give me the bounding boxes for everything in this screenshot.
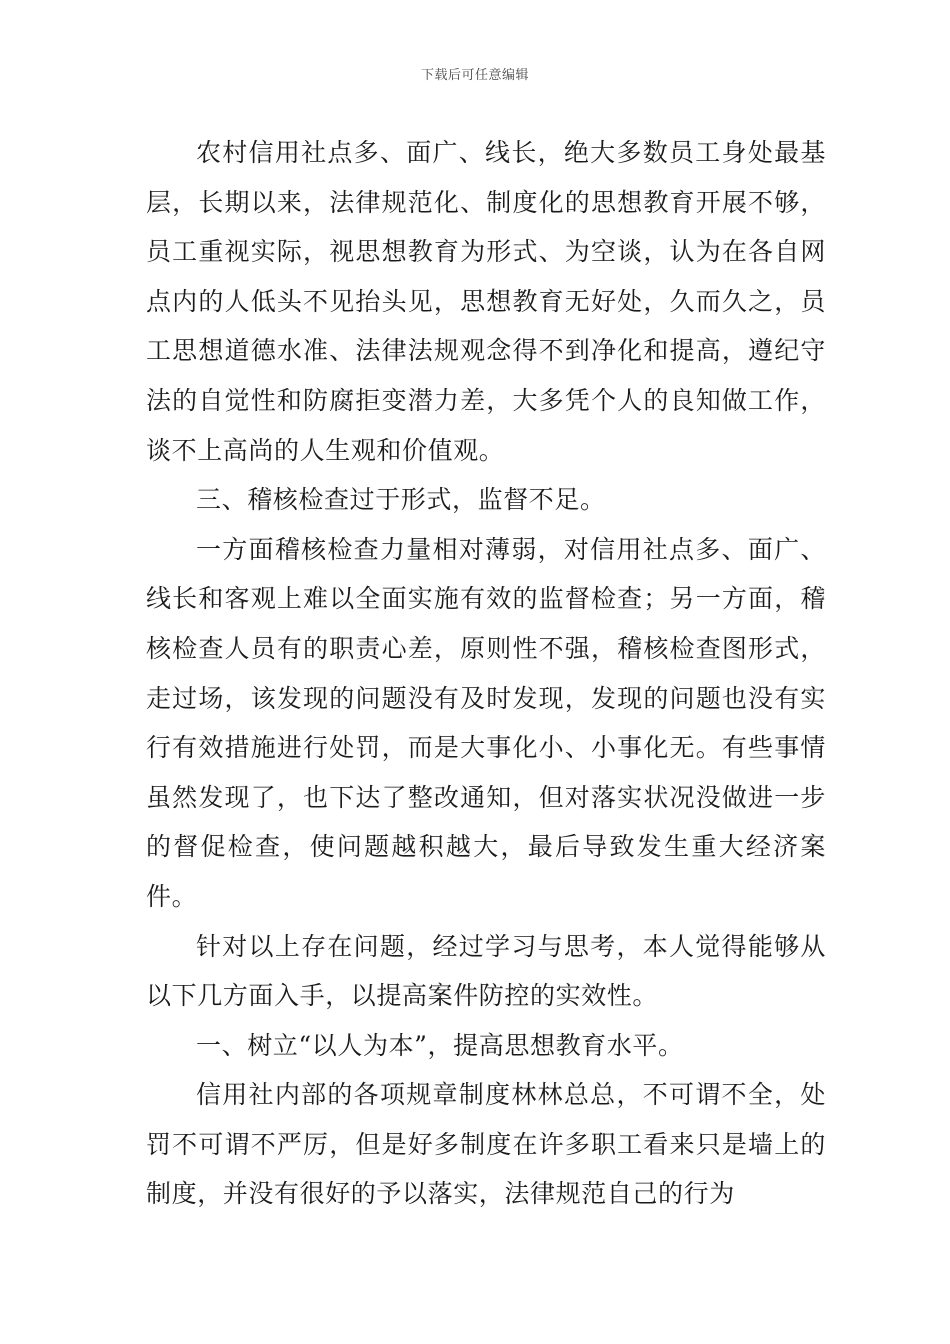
section-heading-audit: 三、稽核检查过于形式，监督不足。 <box>196 485 606 515</box>
paragraph-regulations: 信用社内部的各项规章制度林林总总，不可谓不全，处罚不可谓不严厉，但是好多制度在许多职工看来只是墙上的制度，并没有很好的予以落实，法律规范自己的行为 <box>146 1080 826 1209</box>
section-heading-people-oriented: 一、树立“以人为本”，提高思想教育水平。 <box>196 1030 684 1060</box>
paragraph-ideological-education: 农村信用社点多、面广、线长，绝大多数员工身处最基层，长期以来，法律规范化、制度化的思想教育开展不够，员工重视实际，视思想教育为形式、为空谈，认为在各自网点内的人低头不见抬头见，思想教育无好处，久而久之，员工思想道德水准、法律法规观念得不到净化和提高，遵纪守法的自觉性和防腐拒变潜力差，大多凭个人的良知做工作，谈不上高尚的人生观和价值观。 <box>146 138 826 465</box>
header-note: 下载后可任意编辑 <box>420 68 529 83</box>
document-body <box>146 128 826 1219</box>
paragraph-audit-inspection: 一方面稽核检查力量相对薄弱，对信用社点多、面广、线长和客观上难以全面实施有效的监督检查；另一方面，稽核检查人员有的职责心差，原则性不强，稽核检查图形式，走过场，该发现的问题没有及时发现，发现的问题也没有实行有效措施进行处罚，而是大事化小、小事化无。有些事情虽然发现了，也下达了整改通知，但对落实状况没做进一步的督促检查，使问题越积越大，最后导致发生重大经济案件。 <box>146 534 826 911</box>
paragraph-approach-intro: 针对以上存在问题，经过学习与思考，本人觉得能够从以下几方面入手，以提高案件防控的实效性。 <box>146 931 826 1011</box>
